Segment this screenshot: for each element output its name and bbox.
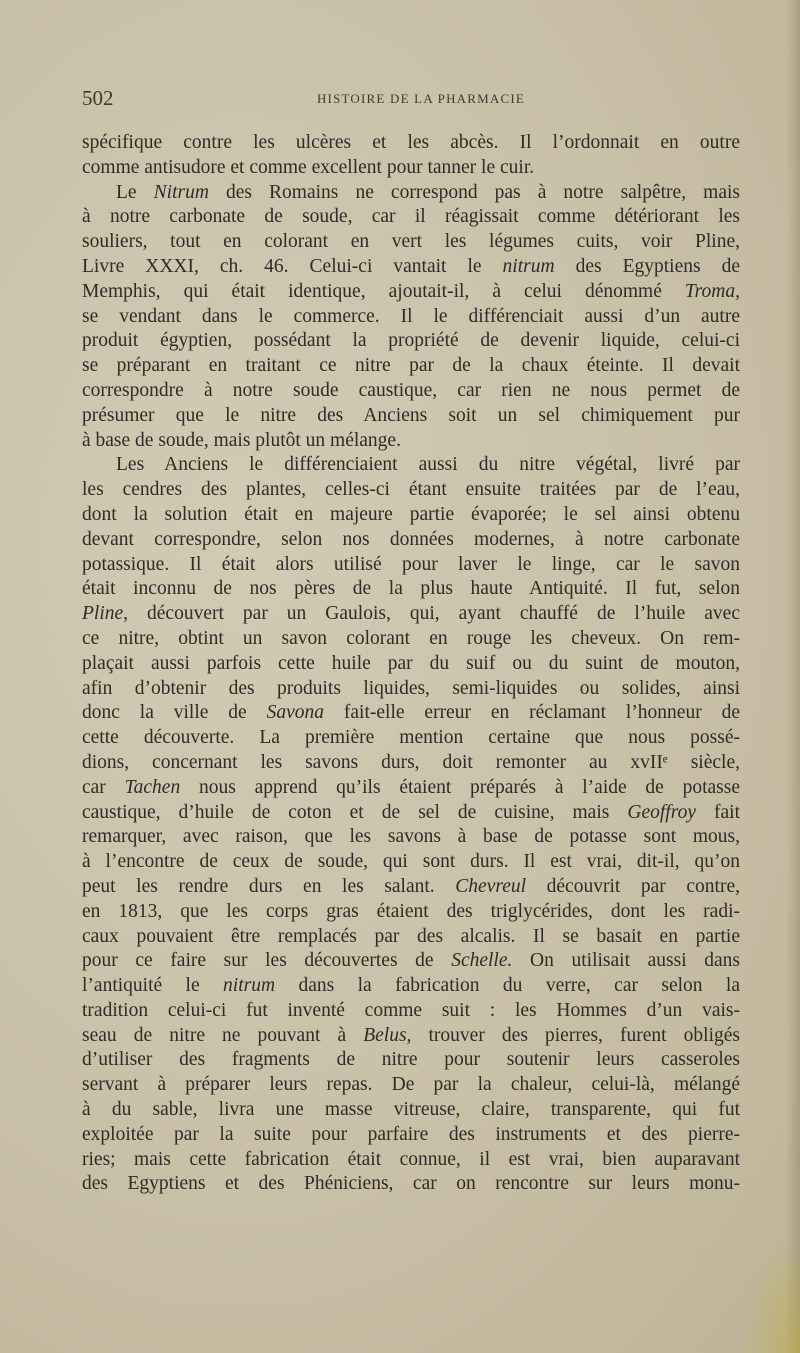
- page-number: 502: [82, 86, 114, 110]
- text-line: produit égyptien, possédant la propriété de devenir liquide, celui-ci: [82, 330, 740, 352]
- text-line: Les Anciens le différenciaient aussi du nitre végétal, livré par: [116, 454, 740, 476]
- text-line: [82, 255, 740, 280]
- body-text: [82, 131, 740, 1197]
- text-span: Le: [116, 181, 154, 203]
- text-span: fait-elle erreur en réclamant l’honneur de: [324, 702, 741, 724]
- text-line: [82, 776, 740, 801]
- text-line: caux pouvaient être remplacés par des alcalis. Il se basait en partie: [82, 925, 740, 947]
- text-line: [82, 974, 740, 999]
- text-line: dont la solution était en majeure partie évaporée; le sel ainsi obtenu: [82, 503, 740, 525]
- text-line: à du sable, livra une masse vitreuse, claire, transparente, qui fut: [82, 1099, 740, 1121]
- text-span: nous apprend qu’ils étaient préparés à l’aide de potasse: [180, 776, 740, 798]
- text-line: comme antisudore et comme excellent pour tanner le cuir.: [82, 156, 535, 178]
- page-edge-shadow: [786, 0, 800, 1353]
- italic-text: Nitrum: [153, 181, 209, 203]
- text-line: dions, concernant les savons durs, doit remonter au xvIIᵉ siècle,: [82, 751, 740, 773]
- text-line: [82, 875, 740, 900]
- text-line: [82, 801, 740, 826]
- italic-text: nitrum: [502, 255, 555, 277]
- text-span: dans la fabrication du verre, car selon la: [275, 975, 741, 997]
- text-span: trouver des pierres, furent obligés: [411, 1024, 740, 1046]
- italic-text: Chevreul: [455, 875, 527, 897]
- text-line: [82, 181, 740, 206]
- text-span: des Egyptiens de: [554, 255, 740, 277]
- text-line: ries; mais cette fabrication était connue, il est vrai, bien auparavant: [82, 1148, 740, 1170]
- text-line: [82, 1024, 740, 1049]
- text-line: [82, 949, 740, 974]
- text-line: d’utiliser des fragments de nitre pour soutenir leurs casseroles: [82, 1049, 740, 1071]
- text-line: afin d’obtenir des produits liquides, semi-liquides ou solides, ainsi: [82, 677, 740, 699]
- text-line: à base de soude, mais plutôt un mélange.: [82, 429, 401, 451]
- italic-text: Troma,: [684, 280, 740, 302]
- text-line: était inconnu de nos pères de la plus haute Antiquité. Il fut, selon: [82, 578, 740, 600]
- text-line: exploitée par la suite pour parfaire des instruments et des pierre-: [82, 1123, 740, 1145]
- text-span: caustique, d’huile de coton et de sel de cuisine, mais: [82, 801, 628, 823]
- italic-text: Belus,: [363, 1024, 412, 1046]
- text-span: seau de nitre ne pouvant à: [82, 1024, 364, 1046]
- text-span: l’antiquité le: [82, 975, 224, 997]
- running-title: HISTOIRE DE LA PHARMACIE: [316, 91, 526, 106]
- text-line: correspondre à notre soude caustique, car rien ne nous permet de: [82, 379, 740, 401]
- text-line: devant correspondre, selon nos données modernes, à notre carbonate: [82, 528, 740, 550]
- text-span: Livre XXXI, ch. 46. Celui-ci vantait le: [82, 255, 503, 277]
- text-line: plaçait aussi parfois cette huile par du suif ou du suint de mouton,: [82, 652, 740, 674]
- italic-text: Pline,: [82, 603, 129, 625]
- text-line: ce nitre, obtint un savon colorant en rouge les cheveux. On rem-: [82, 627, 740, 649]
- text-span: car: [82, 776, 125, 798]
- text-line: souliers, tout en colorant en vert les légumes cuits, voir Pline,: [82, 231, 740, 253]
- page-header: [82, 86, 740, 110]
- text-line: en 1813, que les corps gras étaient des triglycérides, dont les radi-: [82, 900, 740, 922]
- italic-text: Schelle.: [451, 950, 513, 972]
- text-line: servant à préparer leurs repas. De par la chaleur, celui-là, mélangé: [82, 1074, 740, 1096]
- text-line: se vendant dans le commerce. Il le différenciait aussi d’un autre: [82, 305, 740, 327]
- text-line: [82, 280, 740, 305]
- text-line: à notre carbonate de soude, car il réagissait comme détériorant les: [82, 206, 740, 228]
- text-span: pour ce faire sur les découvertes de: [82, 950, 452, 972]
- italic-text: Tachen: [124, 776, 181, 798]
- text-line: des Egyptiens et des Phéniciens, car on rencontre sur leurs monu-: [82, 1173, 740, 1195]
- italic-text: Geoffroy: [627, 801, 696, 823]
- text-line: tradition celui-ci fut inventé comme suit : les Hommes d’un vais-: [82, 999, 740, 1021]
- text-span: donc la ville de: [82, 702, 267, 724]
- text-span: des Romains ne correspond pas à notre salpêtre, mais: [208, 181, 740, 203]
- text-line: à l’encontre de ceux de soude, qui sont durs. Il est vrai, dit-il, qu’on: [82, 851, 740, 873]
- italic-text: nitrum: [223, 975, 276, 997]
- italic-text: Savona: [266, 702, 325, 724]
- text-line: [82, 602, 740, 627]
- text-span: Memphis, qui était identique, ajoutait-il, à celui dénommé: [82, 280, 685, 302]
- text-span: On utilisait aussi dans: [512, 950, 740, 972]
- text-line: se préparant en traitant ce nitre par de la chaux éteinte. Il devait: [82, 355, 740, 377]
- text-span: découvrit par contre,: [526, 875, 740, 897]
- text-line: les cendres des plantes, celles-ci étant ensuite traitées par de l’eau,: [82, 479, 740, 501]
- text-span: peut les rendre durs en les salant.: [82, 875, 456, 897]
- text-line: cette découverte. La première mention certaine que nous possé-: [82, 727, 740, 749]
- text-line: présumer que le nitre des Anciens soit un sel chimiquement pur: [82, 404, 740, 426]
- page-stain: [740, 1233, 800, 1353]
- text-line: spécifique contre les ulcères et les abcès. Il l’ordonnait en outre: [82, 132, 740, 153]
- text-line: potassique. Il était alors utilisé pour laver le linge, car le savon: [82, 553, 740, 575]
- text-line: [82, 701, 740, 726]
- text-span: fait: [695, 801, 740, 823]
- text-span: découvert par un Gaulois, qui, ayant chauffé de l’huile avec: [128, 603, 740, 625]
- text-line: remarquer, avec raison, que les savons à base de potasse sont mous,: [82, 826, 740, 848]
